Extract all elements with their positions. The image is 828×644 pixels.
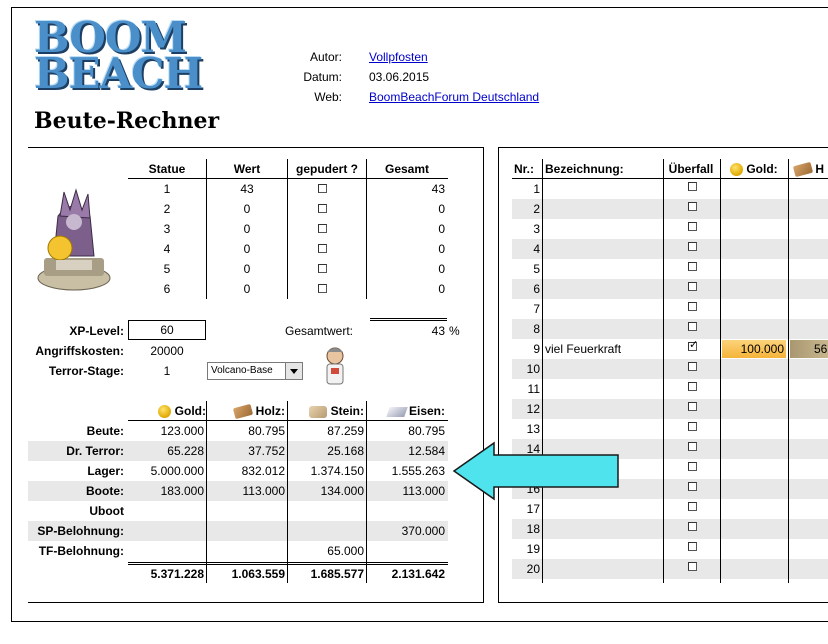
statue-wert-input[interactable]: 0 xyxy=(243,282,251,296)
res-value xyxy=(207,541,285,561)
gepudert-checkbox[interactable] xyxy=(318,224,327,233)
gesamtwert-topline xyxy=(370,318,447,319)
dr-terror-icon xyxy=(320,346,350,388)
raid-nr: 20 xyxy=(526,562,540,576)
statue-gesamt: 0 xyxy=(438,262,445,276)
statue-nr: 6 xyxy=(163,282,171,296)
datum-label: Datum: xyxy=(303,70,342,84)
raid-nr: 14 xyxy=(526,442,540,456)
gepudert-checkbox[interactable] xyxy=(318,204,327,213)
raids-vline-4 xyxy=(788,159,789,583)
xp-level-input[interactable]: 60 xyxy=(128,320,206,340)
statue-gesamt: 0 xyxy=(438,222,445,236)
statue-wert-input[interactable]: 0 xyxy=(243,202,251,216)
statue-gesamt: 0 xyxy=(438,282,445,296)
raid-bezeichnung-input[interactable] xyxy=(545,519,661,539)
res-value: 25.168 xyxy=(327,444,364,458)
ueberfall-checkbox[interactable] xyxy=(688,522,697,531)
iron-icon xyxy=(386,407,408,417)
statue-icon xyxy=(34,186,114,292)
col-gold-header-label: Gold: xyxy=(746,162,778,176)
col-gold-header xyxy=(730,159,778,179)
terror-base-select-value: Volcano-Base xyxy=(211,365,273,376)
total-holz: 1.063.559 xyxy=(231,567,285,581)
raid-gold-value[interactable]: 100.000 xyxy=(722,340,786,358)
res-value xyxy=(128,541,204,561)
raid-bezeichnung-input[interactable] xyxy=(545,319,661,339)
raid-nr: 11 xyxy=(527,382,540,396)
raid-bezeichnung-input[interactable]: viel Feuerkraft xyxy=(545,342,622,356)
raid-nr: 12 xyxy=(526,402,540,416)
gesamtwert-value: 43 xyxy=(431,324,445,338)
res-value xyxy=(367,501,445,521)
gesamtwert-unit: % xyxy=(449,324,460,338)
raids-vline-1 xyxy=(542,159,543,583)
res-value xyxy=(288,501,364,521)
total-stein: 1.685.577 xyxy=(310,567,364,581)
wood-icon xyxy=(233,404,253,419)
ueberfall-checkbox[interactable] xyxy=(688,222,697,231)
terror-stage-label: Terror-Stage: xyxy=(48,364,124,378)
ueberfall-checkbox[interactable] xyxy=(688,442,697,451)
res-gold-header-label: Gold: xyxy=(174,404,206,418)
ueberfall-checkbox[interactable] xyxy=(688,402,697,411)
res-value: 113.000 xyxy=(402,484,445,498)
res-value xyxy=(128,501,204,521)
raid-bezeichnung-input[interactable] xyxy=(545,399,661,419)
arrow-left-icon xyxy=(452,441,622,501)
raid-nr: 3 xyxy=(533,222,540,236)
ueberfall-checkbox[interactable] xyxy=(688,302,697,311)
statue-gesamt: 0 xyxy=(438,242,445,256)
statue-gesamt: 0 xyxy=(438,202,445,216)
res-value: 37.752 xyxy=(248,444,285,458)
res-value xyxy=(207,521,285,541)
raid-bezeichnung-input[interactable] xyxy=(545,539,661,559)
datum-value: 03.06.2015 xyxy=(369,70,430,84)
col-nr-header: Nr.: xyxy=(514,162,535,176)
ueberfall-checkbox[interactable] xyxy=(688,342,697,351)
col-holz-header-label: H xyxy=(815,162,825,176)
gepudert-checkbox[interactable] xyxy=(318,244,327,253)
raid-nr: 10 xyxy=(526,362,540,376)
raid-nr: 4 xyxy=(533,242,540,256)
terror-stage-value: 1 xyxy=(163,364,171,378)
res-value: 65.000 xyxy=(327,544,364,558)
raid-bezeichnung-input[interactable] xyxy=(545,559,661,579)
gepudert-checkbox[interactable] xyxy=(318,264,327,273)
res-holz-header xyxy=(207,401,285,421)
raid-bezeichnung-input[interactable] xyxy=(545,179,661,199)
autor-link[interactable]: Vollpfosten xyxy=(369,50,428,64)
ueberfall-checkbox[interactable] xyxy=(688,542,697,551)
col-gesamt-header: Gesamt xyxy=(384,162,430,176)
raids-vline-2 xyxy=(663,159,664,583)
res-eisen-header-label: Eisen: xyxy=(408,404,445,418)
raid-nr: 7 xyxy=(533,302,540,316)
res-row-label: Dr. Terror: xyxy=(66,444,124,458)
raids-vline-3 xyxy=(720,159,721,583)
res-row-label: Beute: xyxy=(86,424,124,438)
res-value: 65.228 xyxy=(167,444,204,458)
res-value: 5.000.000 xyxy=(150,464,204,478)
statue-nr: 1 xyxy=(163,182,171,196)
ueberfall-checkbox[interactable] xyxy=(688,382,697,391)
ueberfall-checkbox[interactable] xyxy=(688,502,697,511)
res-row-label: Uboot xyxy=(89,504,124,518)
col-wert-header: Wert xyxy=(233,162,261,176)
ueberfall-checkbox[interactable] xyxy=(688,202,697,211)
ueberfall-checkbox[interactable] xyxy=(688,242,697,251)
raid-bezeichnung-input[interactable] xyxy=(545,419,661,439)
res-vline-3 xyxy=(366,401,367,583)
statue-vline-2 xyxy=(287,159,288,299)
raid-bezeichnung-input[interactable] xyxy=(545,359,661,379)
raid-bezeichnung-input[interactable] xyxy=(545,279,661,299)
raid-nr: 17 xyxy=(526,502,540,516)
col-ueberfall-header: Überfall xyxy=(668,162,714,176)
raid-nr: 8 xyxy=(533,322,540,336)
stone-icon xyxy=(309,406,327,418)
raid-bezeichnung-input[interactable] xyxy=(545,259,661,279)
total-gold: 5.371.228 xyxy=(150,567,204,581)
total-eisen: 2.131.642 xyxy=(391,567,445,581)
res-value: 12.584 xyxy=(408,444,445,458)
raid-holz-value[interactable]: 56 xyxy=(790,340,828,358)
res-stein-header-label: Stein: xyxy=(330,404,364,418)
angriffskosten-label: Angriffskosten: xyxy=(35,344,124,358)
logo-line1: BOOM xyxy=(34,13,186,62)
res-value xyxy=(207,501,285,521)
ueberfall-checkbox[interactable] xyxy=(688,562,697,571)
raid-nr: 9 xyxy=(533,342,540,356)
res-vline-1 xyxy=(206,401,207,583)
raid-bezeichnung-input[interactable] xyxy=(545,199,661,219)
raid-nr: 16 xyxy=(526,482,540,496)
raid-bezeichnung-input[interactable] xyxy=(545,379,661,399)
statue-nr: 3 xyxy=(163,222,171,236)
res-value xyxy=(288,521,364,541)
page-title: Beute-Rechner xyxy=(34,108,220,134)
res-stein-header xyxy=(288,401,364,421)
statue-nr: 2 xyxy=(163,202,171,216)
gesamtwert-label: Gesamtwert: xyxy=(285,324,354,338)
statue-wert-input[interactable]: 43 xyxy=(240,182,254,196)
raid-nr: 5 xyxy=(533,262,540,276)
statue-gesamt: 43 xyxy=(431,182,445,196)
res-value: 370.000 xyxy=(401,524,445,538)
res-eisen-header xyxy=(367,401,445,421)
raid-nr: 18 xyxy=(526,522,540,536)
ueberfall-checkbox[interactable] xyxy=(688,462,697,471)
col-gepudert-header: gepudert ? xyxy=(296,162,358,176)
res-value: 80.795 xyxy=(248,424,285,438)
ueberfall-checkbox[interactable] xyxy=(688,182,697,191)
statue-wert-input[interactable]: 0 xyxy=(243,222,251,236)
res-value: 80.795 xyxy=(408,424,445,438)
gold-coin-icon xyxy=(158,405,171,418)
res-row-label: SP-Belohnung: xyxy=(37,524,124,538)
raid-nr: 19 xyxy=(526,542,540,556)
wood-icon xyxy=(793,162,813,177)
gold-coin-icon xyxy=(730,163,743,176)
raid-nr: 13 xyxy=(526,422,540,436)
raid-nr: 6 xyxy=(533,282,540,296)
res-row-label: Boote: xyxy=(86,484,124,498)
statue-nr: 4 xyxy=(163,242,171,256)
statue-nr: 5 xyxy=(163,262,171,276)
terror-base-select[interactable] xyxy=(207,362,303,380)
gepudert-checkbox[interactable] xyxy=(318,184,327,193)
res-value: 832.012 xyxy=(241,464,285,478)
web-label: Web: xyxy=(314,90,342,104)
col-statue-header: Statue xyxy=(148,162,186,176)
chevron-down-icon[interactable] xyxy=(285,363,302,379)
col-bezeichnung-header: Bezeichnung: xyxy=(545,162,624,176)
res-value: 1.374.150 xyxy=(310,464,364,478)
res-value: 183.000 xyxy=(160,484,204,498)
logo-line2: BEACH xyxy=(34,49,203,98)
raid-bezeichnung-input[interactable] xyxy=(545,219,661,239)
col-holz-header xyxy=(794,159,824,179)
res-gold-header xyxy=(128,401,206,421)
raid-bezeichnung-input[interactable] xyxy=(545,499,661,519)
res-value: 113.000 xyxy=(242,484,285,498)
ueberfall-checkbox[interactable] xyxy=(688,262,697,271)
res-value: 123.000 xyxy=(160,424,204,438)
raid-nr: 2 xyxy=(533,202,540,216)
statue-wert-input[interactable]: 0 xyxy=(243,262,251,276)
res-value xyxy=(128,521,204,541)
xp-level-label: XP-Level: xyxy=(69,324,124,338)
raid-nr: 1 xyxy=(533,182,540,196)
web-link[interactable]: BoomBeachForum Deutschland xyxy=(369,90,540,104)
res-total-line-1 xyxy=(128,562,448,563)
ueberfall-checkbox[interactable] xyxy=(688,482,697,491)
ueberfall-checkbox[interactable] xyxy=(688,422,697,431)
gepudert-checkbox[interactable] xyxy=(318,284,327,293)
res-value xyxy=(367,541,445,561)
res-value: 87.259 xyxy=(327,424,364,438)
res-value: 1.555.263 xyxy=(391,464,445,478)
res-holz-header-label: Holz: xyxy=(255,404,285,418)
ueberfall-checkbox[interactable] xyxy=(688,282,697,291)
ueberfall-checkbox[interactable] xyxy=(688,362,697,371)
boom-beach-logo xyxy=(34,13,203,98)
raid-bezeichnung-input[interactable] xyxy=(545,299,661,319)
res-row-label: TF-Belohnung: xyxy=(38,544,124,558)
angriffskosten-value: 20000 xyxy=(150,344,184,358)
res-vline-2 xyxy=(287,401,288,583)
ueberfall-checkbox[interactable] xyxy=(688,322,697,331)
autor-label: Autor: xyxy=(309,50,342,64)
res-row-label: Lager: xyxy=(87,464,124,478)
statue-wert-input[interactable]: 0 xyxy=(243,242,251,256)
raid-bezeichnung-input[interactable] xyxy=(545,239,661,259)
res-value: 134.000 xyxy=(320,484,364,498)
